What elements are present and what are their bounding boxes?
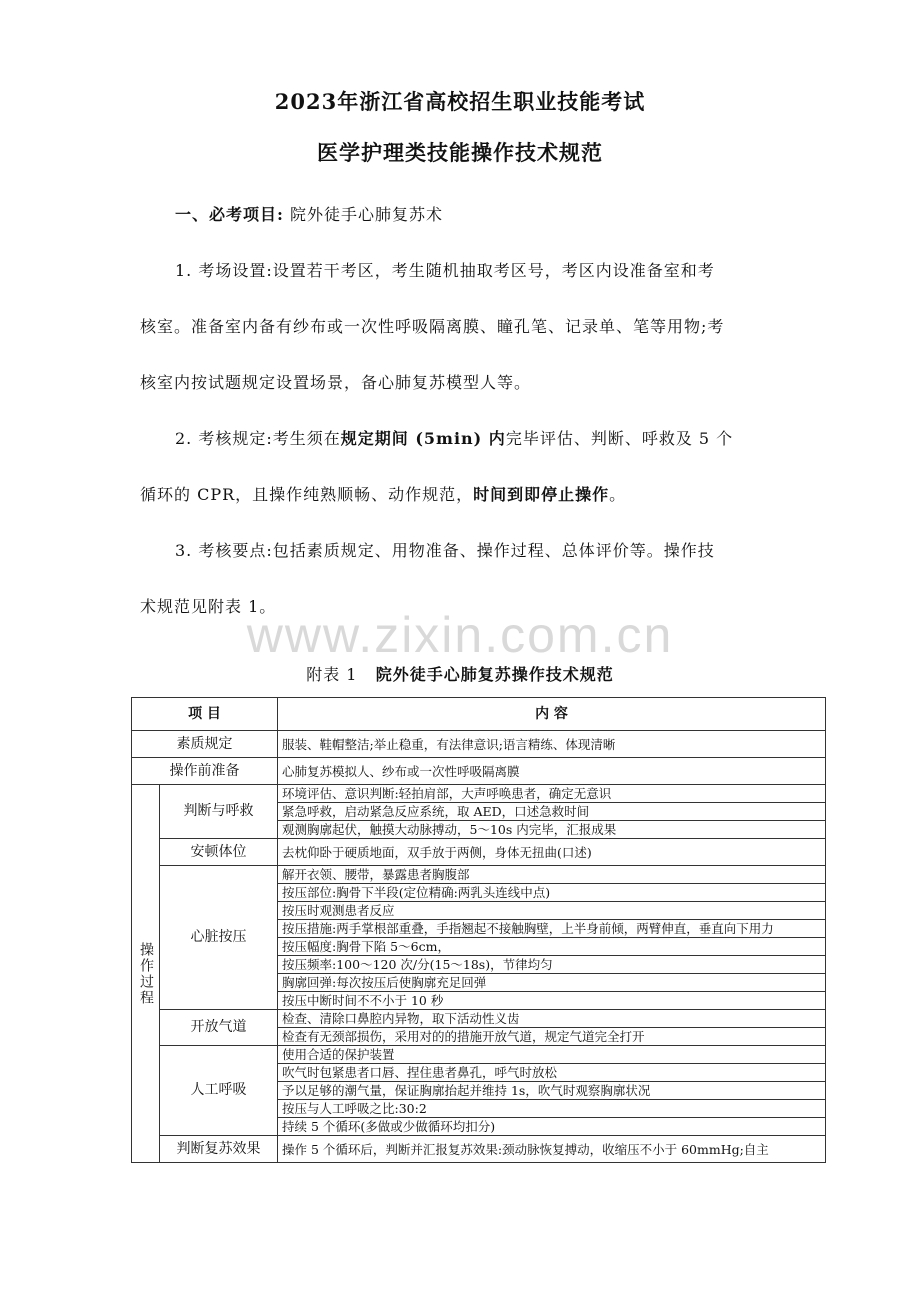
- header-content: 内 容: [278, 698, 826, 731]
- cpr-row-2: 按压部位:胸骨下半段(定位精确:两乳头连线中点): [278, 884, 826, 902]
- table-caption: [0, 662, 920, 685]
- quality-label: 素质规定: [132, 731, 278, 758]
- prep-label: 操作前准备: [132, 758, 278, 785]
- process-category: [132, 785, 160, 1163]
- caption-label: 附表 1: [306, 665, 358, 684]
- cpr-row-3: 按压时观测患者反应: [278, 902, 826, 920]
- cpr-row-8: 按压中断时间不不小于 10 秒: [278, 992, 826, 1010]
- section1-label: 一、必考项目:: [175, 205, 284, 224]
- table-row: [132, 866, 826, 884]
- airway-label: 开放气道: [160, 1010, 278, 1046]
- p2-emph-stop: 时间到即停止操作: [473, 485, 610, 504]
- position-label: 安顿体位: [160, 839, 278, 866]
- section1-value: 院外徒手心肺复苏术: [290, 205, 444, 224]
- table-row: [132, 839, 826, 866]
- breath-row-4: 按压与人工呼吸之比:30:2: [278, 1100, 826, 1118]
- document-title: 2023年浙江省高校招生职业技能考试: [274, 89, 646, 114]
- header-item: 项 目: [132, 698, 278, 731]
- quality-text: 服装、鞋帽整洁;举止稳重，有法律意识;语言精练、体现清晰: [278, 731, 826, 758]
- table-header-row: [132, 698, 826, 731]
- eval-label: 判断复苏效果: [160, 1136, 278, 1163]
- p1-line3: 核室内按试题规定设置场景，备心肺复苏模型人等。: [140, 373, 532, 392]
- judge-row-2: 紧急呼救，启动紧急反应系统，取 AED，口述急救时间: [278, 803, 826, 821]
- table-row: [132, 785, 826, 803]
- cpr-row-4: 按压措施:两手掌根部重叠，手指翘起不接触胸壁，上半身前倾，两臂伸直，垂直向下用力: [278, 920, 826, 938]
- judge-row-1: 环境评估、意识判断:轻拍肩部，大声呼唤患者，确定无意识: [278, 785, 826, 803]
- p1-line2: 核室。准备室内备有纱布或一次性呼吸隔离膜、瞳孔笔、记录单、笔等用物;考: [140, 317, 725, 336]
- breath-row-5: 持续 5 个循环(多做或少做循环均扣分): [278, 1118, 826, 1136]
- table-row: [132, 1046, 826, 1064]
- judge-row-3: 观测胸廓起伏，触摸大动脉搏动，5～10s 内完毕，汇报成果: [278, 821, 826, 839]
- cpr-row-7: 胸廓回弹:每次按压后使胸廓充足回弹: [278, 974, 826, 992]
- p2-emph-time: 规定期间 (5min) 内: [340, 429, 506, 448]
- airway-row-2: 检查有无颈部损伤，采用对的的措施开放气道，规定气道完全打开: [278, 1028, 826, 1046]
- cpr-label: 心脏按压: [160, 866, 278, 1010]
- cpr-row-5: 按压幅度:胸骨下陷 5～6cm，: [278, 938, 826, 956]
- p2-text-d: 循环的 CPR，且操作纯熟顺畅、动作规范，: [140, 485, 474, 504]
- prep-text: 心肺复苏模拟人、纱布或一次性呼吸隔离膜: [278, 758, 826, 785]
- p3-line1: 3. 考核要点:包括素质规定、用物准备、操作过程、总体评价等。操作技: [175, 541, 715, 560]
- breath-row-1: 使用合适的保护装置: [278, 1046, 826, 1064]
- judge-label: 判断与呼救: [160, 785, 278, 839]
- p2-line1: [175, 426, 785, 449]
- watermark: www.zixin.com.cn: [246, 607, 674, 663]
- spec-table: [131, 697, 826, 1163]
- p1-line1: 1. 考场设置:设置若干考区，考生随机抽取考区号，考区内设准备室和考: [175, 261, 715, 280]
- p3-line2: 术规范见附表 1。: [140, 597, 277, 616]
- p2-line2: [140, 482, 785, 505]
- table-row: [132, 758, 826, 785]
- table-row: [132, 731, 826, 758]
- eval-text: 操作 5 个循环后，判断并汇报复苏效果:颈动脉恢复搏动，收缩压不小于 60mmHg;自主: [278, 1136, 826, 1163]
- p2-text-f: 。: [609, 485, 627, 504]
- table-row: [132, 1136, 826, 1163]
- cpr-row-1: 解开衣领、腰带，暴露患者胸腹部: [278, 866, 826, 884]
- table-row: [132, 1010, 826, 1028]
- breath-row-2: 吹气时包紧患者口唇、捏住患者鼻孔，呼气时放松: [278, 1064, 826, 1082]
- p2-text-a: 2. 考核规定:考生须在: [175, 429, 341, 448]
- airway-row-1: 检查、清除口鼻腔内异物，取下活动性义齿: [278, 1010, 826, 1028]
- caption-title: 院外徒手心肺复苏操作技术规范: [375, 665, 614, 684]
- document-subtitle: 医学护理类技能操作技术规范: [317, 140, 603, 165]
- cpr-row-6: 按压频率:100～120 次/分(15～18s)，节律均匀: [278, 956, 826, 974]
- position-text: 去枕仰卧于硬质地面，双手放于两侧，身体无扭曲(口述): [278, 839, 826, 866]
- section1-heading: [175, 202, 785, 225]
- breath-row-3: 予以足够的潮气量，保证胸廓抬起并维持 1s，吹气时观察胸廓状况: [278, 1082, 826, 1100]
- process-label: 操作过程: [138, 941, 154, 1006]
- breath-label: 人工呼吸: [160, 1046, 278, 1136]
- p2-text-c: 完毕评估、判断、呼救及 5 个: [505, 429, 734, 448]
